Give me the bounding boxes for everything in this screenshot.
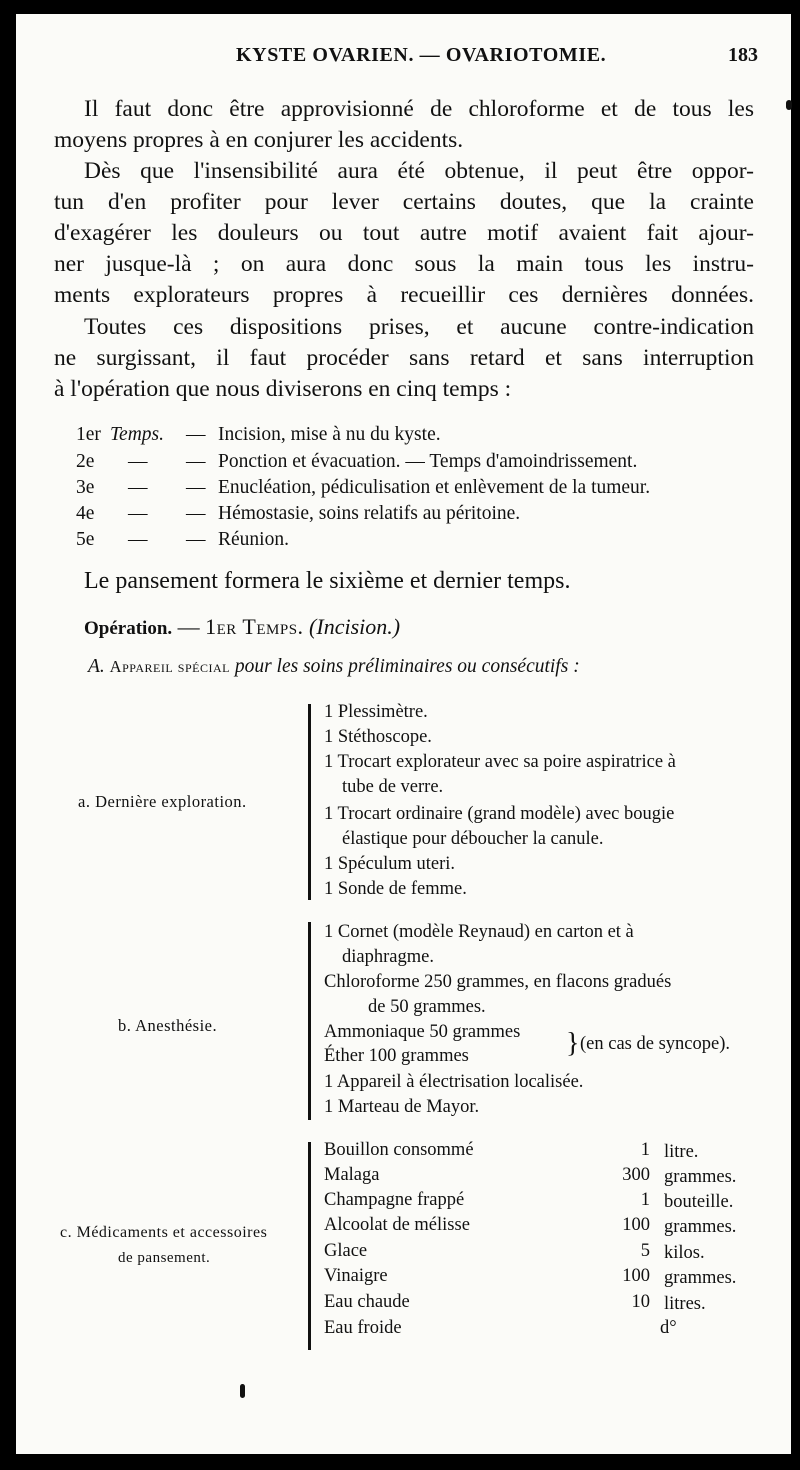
section-c-brace <box>308 1142 311 1350</box>
temps-number: 1er <box>76 424 101 445</box>
medication-name: Malaga <box>324 1165 380 1185</box>
text-line: Il faut donc être approvisionné de chloroforme et de tous les <box>84 96 754 122</box>
medication-name: Glace <box>324 1241 368 1261</box>
appareil-rest: pour les soins préliminaires ou consécutifs : <box>234 656 580 677</box>
text-line: d'exagérer les douleurs ou tout autre motif avaient fait ajour- <box>54 220 754 246</box>
temps-label: — <box>128 477 148 498</box>
temps-number: 2e <box>76 451 95 472</box>
medication-qty: 100 <box>622 1215 650 1235</box>
pansement-line: Le pansement formera le sixième et dernier temps. <box>84 568 571 594</box>
temps-text: Hémostasie, soins relatifs au péritoine. <box>218 503 521 524</box>
temps-number: 3e <box>76 477 95 498</box>
text-line: ne surgissant, il faut procéder sans retard et sans interruption <box>54 345 754 371</box>
running-header: KYSTE OVARIEN. — OVARIOTOMIE. <box>236 44 607 66</box>
list-item: diaphragme. <box>342 947 434 967</box>
medication-name: Bouillon consommé <box>324 1140 474 1160</box>
list-item: 1 Marteau de Mayor. <box>324 1097 480 1117</box>
temps-text: Enucléation, pédiculisation et enlèvement de la tumeur. <box>218 477 651 498</box>
text-line: moyens propres à en conjurer les accidents. <box>54 127 464 153</box>
page-number: 183 <box>728 44 758 66</box>
text-line: Dès que l'insensibilité aura été obtenue, il peut être oppor- <box>84 158 754 184</box>
operation-temps: 1er Temps. <box>205 614 304 639</box>
list-item: Ammoniaque 50 grammes <box>324 1022 521 1042</box>
medication-name: Eau chaude <box>324 1292 410 1312</box>
medication-unit: grammes. <box>664 1268 737 1288</box>
section-a-label: a. Dernière exploration. <box>78 792 247 811</box>
list-item: 1 Trocart explorateur avec sa poire aspiratrice à <box>324 752 676 772</box>
medication-name: Alcoolat de mélisse <box>324 1215 470 1235</box>
medication-unit: bouteille. <box>664 1192 734 1212</box>
temps-label: — <box>128 451 148 472</box>
medication-unit: grammes. <box>664 1167 737 1187</box>
list-item: 1 Trocart ordinaire (grand modèle) avec bougie <box>324 804 675 824</box>
text-line: ments explorateurs propres à recueillir ces dernières données. <box>54 282 754 308</box>
medication-unit: litre. <box>664 1142 699 1162</box>
medication-unit: kilos. <box>664 1243 705 1263</box>
list-item: 1 Plessimètre. <box>324 702 428 722</box>
medication-qty: 5 <box>640 1241 650 1261</box>
temps-label: — <box>128 529 148 550</box>
list-item: 1 Appareil à électrisation localisée. <box>324 1072 584 1092</box>
medication-qty: 300 <box>622 1165 650 1185</box>
margin-mark <box>786 100 792 110</box>
appareil-letter: A. <box>88 656 105 677</box>
text-line: à l'opération que nous diviserons en cinq temps : <box>54 376 512 402</box>
list-item: 1 Sonde de femme. <box>324 879 467 899</box>
temps-number: 4e <box>76 503 95 524</box>
list-item: de 50 grammes. <box>368 997 486 1017</box>
operation-incision: (Incision.) <box>309 614 401 639</box>
medication-name: Eau froide <box>324 1318 402 1338</box>
medication-qty: 10 <box>631 1292 650 1312</box>
temps-dash: — <box>186 451 206 472</box>
list-item: tube de verre. <box>342 777 444 797</box>
temps-text: Ponction et évacuation. — Temps d'amoindrissement. <box>218 451 638 472</box>
temps-dash: — <box>186 503 206 524</box>
operation-heading <box>84 614 400 640</box>
temps-dash: — <box>186 529 206 550</box>
temps-label: — <box>128 503 148 524</box>
medication-qty: 1 <box>640 1140 650 1160</box>
list-item: Chloroforme 250 grammes, en flacons gradués <box>324 972 672 992</box>
footer-mark <box>240 1384 245 1398</box>
paragraph-2 <box>54 156 754 311</box>
operation-dash: — <box>177 614 200 639</box>
list-item: élastique pour déboucher la canule. <box>342 829 604 849</box>
temps-text: Réunion. <box>218 529 289 550</box>
temps-label: Temps. <box>110 424 165 445</box>
section-c-label: c. Médicaments et accessoires <box>60 1224 268 1241</box>
section-a-brace <box>308 704 311 900</box>
small-brace: } <box>566 1028 580 1059</box>
temps-text: Incision, mise à nu du kyste. <box>218 424 441 445</box>
section-b-label: b. Anesthésie. <box>118 1016 218 1035</box>
list-item: 1 Spéculum uteri. <box>324 854 456 874</box>
paragraph-3 <box>54 312 754 405</box>
section-b-brace <box>308 922 311 1120</box>
list-item: 1 Stéthoscope. <box>324 727 432 747</box>
temps-dash: — <box>186 424 206 445</box>
medication-unit: grammes. <box>664 1217 737 1237</box>
text-line: ner jusque-là ; on aura donc sous la main tous les instru- <box>54 251 754 277</box>
operation-label: Opération. <box>84 618 173 639</box>
medication-qty: 100 <box>622 1266 650 1286</box>
list-item: 1 Cornet (modèle Reynaud) en carton et à <box>324 922 634 942</box>
temps-dash: — <box>186 477 206 498</box>
medication-name: Vinaigre <box>324 1266 388 1286</box>
temps-number: 5e <box>76 529 95 550</box>
text-line: Toutes ces dispositions prises, et aucune contre-indication <box>84 314 754 340</box>
list-item: Éther 100 grammes <box>324 1046 469 1066</box>
medication-unit: d° <box>660 1318 677 1338</box>
appareil-title: Appareil spécial <box>109 657 230 676</box>
list-item-note: (en cas de syncope). <box>580 1034 730 1054</box>
paragraph-1 <box>54 94 754 156</box>
medication-unit: litres. <box>664 1294 706 1314</box>
text-line: tun d'en profiter pour lever certains doutes, que la crainte <box>54 189 754 215</box>
appareil-heading <box>88 656 580 678</box>
section-c-label-line2: de pansement. <box>118 1250 211 1266</box>
medication-name: Champagne frappé <box>324 1190 465 1210</box>
medication-qty: 1 <box>640 1190 650 1210</box>
